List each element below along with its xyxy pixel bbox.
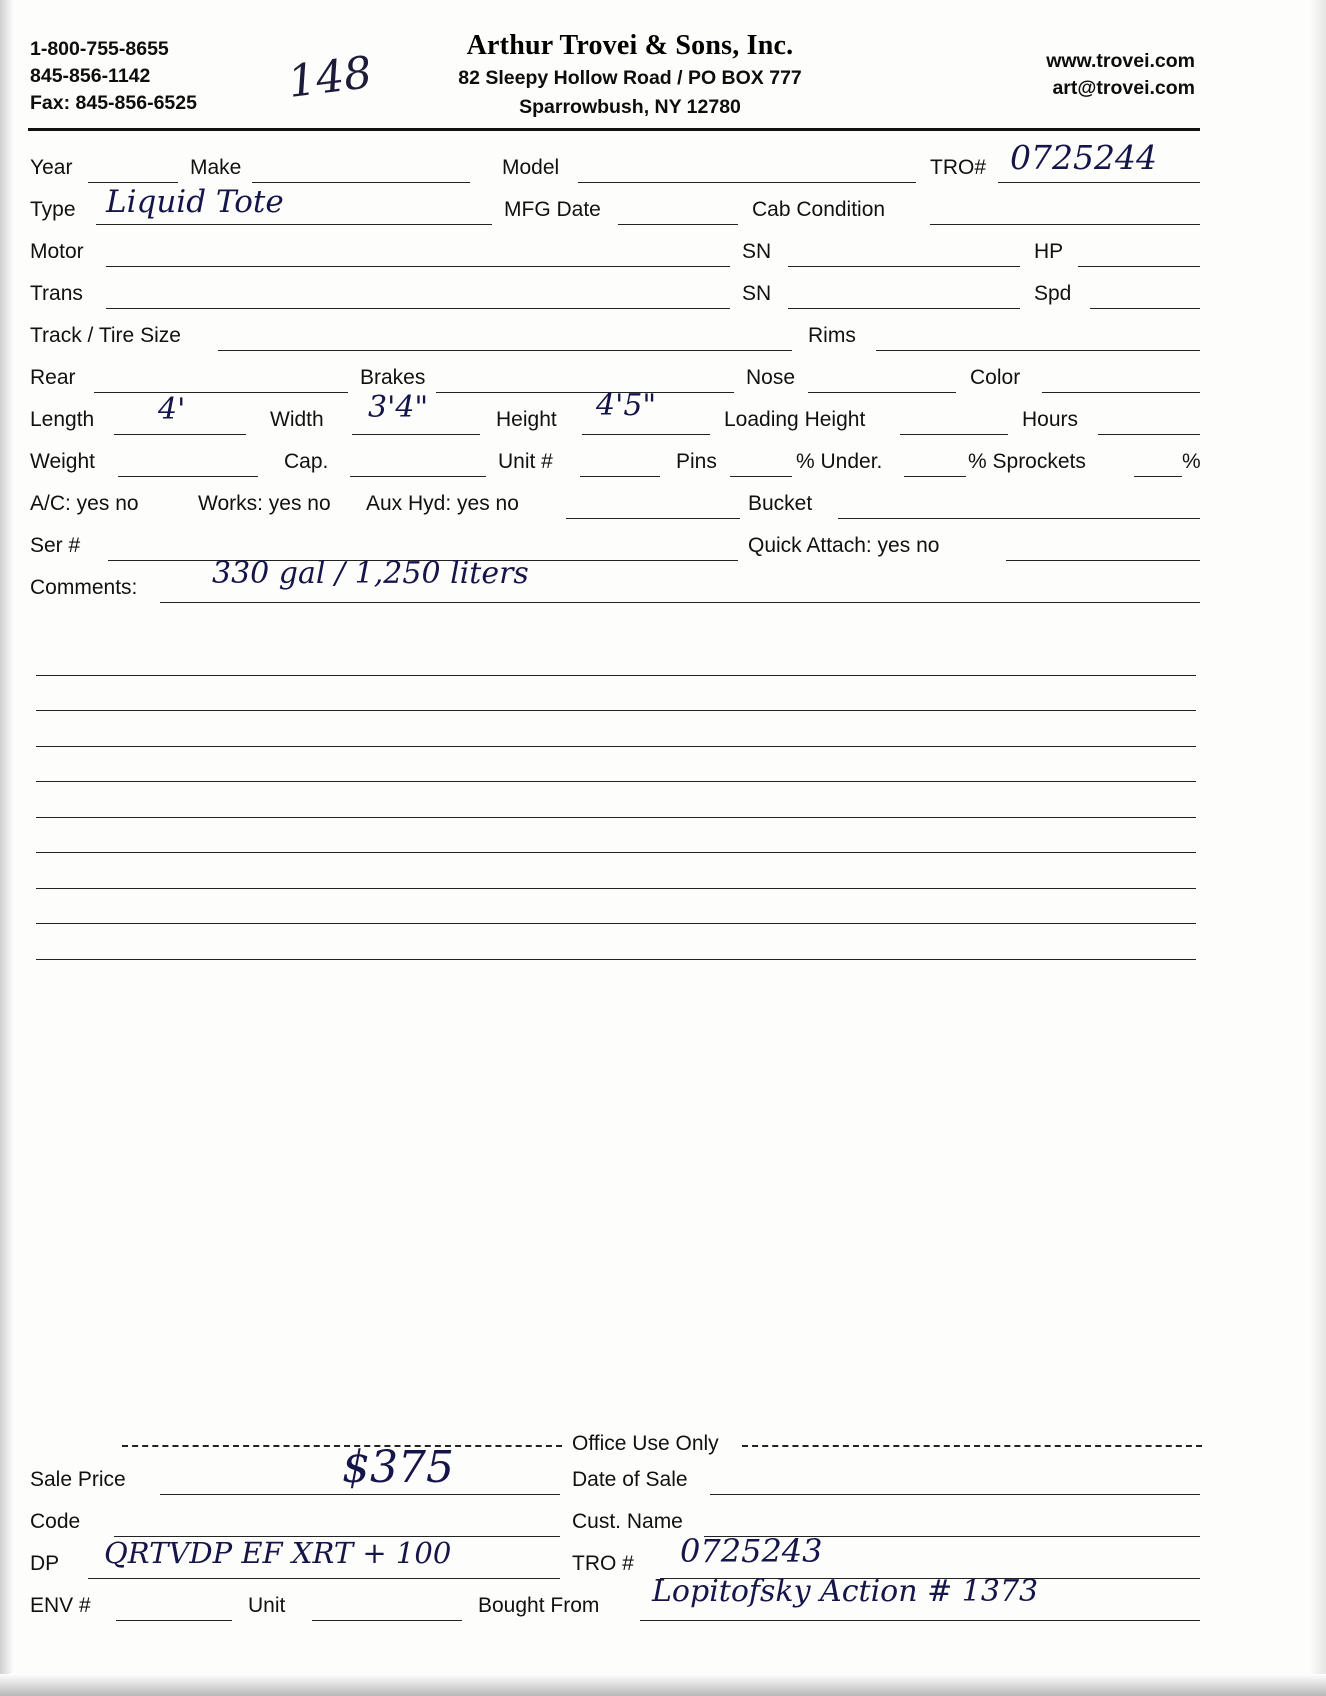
field-make[interactable]: [252, 181, 470, 183]
comment-line[interactable]: [36, 924, 1196, 960]
label-length: Length: [30, 408, 95, 431]
field-under[interactable]: [904, 475, 966, 477]
form-row-motor: [30, 234, 1202, 276]
label-loading-height: Loading Height: [724, 408, 866, 431]
label-ser-number: Ser #: [30, 534, 81, 557]
field-motor[interactable]: [106, 265, 730, 267]
label-color: Color: [970, 366, 1021, 389]
form-row-dimensions: [30, 388, 1202, 444]
field-nose[interactable]: [808, 391, 956, 393]
email-address: art@trovei.com: [1052, 77, 1195, 99]
label-cab-condition: Cab Condition: [752, 198, 886, 221]
field-mfg-date[interactable]: [618, 223, 738, 225]
label-office-tro-number: TRO #: [572, 1552, 634, 1575]
office-row-env: [30, 1574, 1202, 1630]
form-row-serial: [30, 528, 1202, 570]
label-env-number: ENV #: [30, 1594, 91, 1617]
website-url: www.trovei.com: [1046, 50, 1195, 72]
value-sale-price: $375: [342, 1442, 454, 1493]
value-length: 4': [158, 392, 186, 427]
label-sale-price: Sale Price: [30, 1468, 126, 1491]
label-cust-name: Cust. Name: [572, 1510, 683, 1533]
label-sprockets-percent: % Sprockets: [968, 450, 1086, 473]
label-motor: Motor: [30, 240, 84, 263]
field-bought-from[interactable]: [640, 1619, 1200, 1621]
value-bought-from: Lopitofsky Action # 1373: [652, 1574, 1039, 1609]
label-model: Model: [502, 156, 560, 179]
field-dp[interactable]: [88, 1577, 560, 1579]
comment-line[interactable]: [36, 711, 1196, 747]
field-unit[interactable]: [312, 1619, 462, 1621]
field-tro-number[interactable]: [998, 181, 1200, 183]
label-hp: HP: [1034, 240, 1064, 263]
company-name: Arthur Trovei & Sons, Inc.: [466, 30, 794, 61]
label-mfg-date: MFG Date: [504, 198, 601, 221]
field-loading-height[interactable]: [900, 433, 1008, 435]
label-trans: Trans: [30, 282, 83, 305]
label-cap: Cap.: [284, 450, 329, 473]
form-row-type: [30, 184, 1202, 234]
label-tro-number: TRO#: [930, 156, 987, 179]
office-use-section: [30, 1432, 1202, 1630]
handwritten-page-number: 148: [285, 47, 375, 108]
field-bucket[interactable]: [838, 517, 1200, 519]
form-row-weight: [30, 444, 1202, 486]
office-use-header: [30, 1432, 1202, 1462]
label-rims: Rims: [808, 324, 856, 347]
value-type: Liquid Tote: [106, 184, 284, 220]
field-track-tire-size[interactable]: [218, 349, 792, 351]
comment-line[interactable]: [36, 640, 1196, 676]
label-make: Make: [190, 156, 242, 179]
field-trans-sn[interactable]: [788, 307, 1020, 309]
comment-line[interactable]: [36, 747, 1196, 783]
field-sale-price[interactable]: [160, 1493, 560, 1495]
label-aux-hyd-yes-no[interactable]: Aux Hyd: yes no: [366, 492, 519, 515]
field-length[interactable]: [114, 433, 246, 435]
form-row-track-tire: [30, 318, 1202, 360]
label-unit: Unit: [248, 1594, 286, 1617]
label-rear: Rear: [30, 366, 76, 389]
fax-number: Fax: 845-856-6525: [30, 92, 197, 114]
field-env-number[interactable]: [116, 1619, 232, 1621]
field-type[interactable]: [96, 223, 492, 225]
field-height[interactable]: [582, 433, 710, 435]
comment-line[interactable]: [36, 889, 1196, 925]
field-rear[interactable]: [94, 391, 348, 393]
label-ac-yes-no[interactable]: A/C: yes no: [30, 492, 139, 515]
field-hp[interactable]: [1078, 265, 1200, 267]
label-comments: Comments:: [30, 576, 138, 599]
field-weight[interactable]: [118, 475, 258, 477]
comment-line[interactable]: [36, 782, 1196, 818]
label-width: Width: [270, 408, 324, 431]
value-dp: QRTVDP EF XRT + 100: [104, 1536, 452, 1570]
form-row-options: [30, 486, 1202, 528]
value-width: 3'4": [368, 390, 429, 425]
field-comments[interactable]: [160, 601, 1200, 603]
company-address-line2: Sparrowbush, NY 12780: [519, 96, 741, 118]
label-weight: Weight: [30, 450, 95, 473]
field-rims[interactable]: [876, 349, 1200, 351]
field-cap[interactable]: [350, 475, 486, 477]
company-block: [350, 30, 910, 120]
value-tro-number: 0725244: [1010, 138, 1157, 177]
label-trans-sn: SN: [742, 282, 772, 305]
field-unit-number[interactable]: [580, 475, 660, 477]
field-trans[interactable]: [106, 307, 730, 309]
field-cab-condition[interactable]: [930, 223, 1200, 225]
label-motor-sn: SN: [742, 240, 772, 263]
label-percent-sign: %: [1182, 450, 1201, 473]
label-bought-from: Bought From: [478, 1594, 600, 1617]
comment-line[interactable]: [36, 818, 1196, 854]
comment-line[interactable]: [36, 853, 1196, 889]
label-height: Height: [496, 408, 557, 431]
label-dp: DP: [30, 1552, 60, 1575]
label-bucket: Bucket: [748, 492, 813, 515]
comment-line[interactable]: [36, 676, 1196, 712]
header-divider: [28, 128, 1200, 131]
vehicle-intake-form: [30, 138, 1202, 612]
comment-ruled-lines: [36, 640, 1196, 960]
web-contact-block: [1046, 48, 1195, 102]
dash-right: [742, 1445, 1202, 1447]
field-width[interactable]: [352, 433, 480, 435]
contact-block: [30, 36, 197, 117]
field-aux-hyd[interactable]: [566, 517, 740, 519]
label-track-tire-size: Track / Tire Size: [30, 324, 181, 347]
field-quick-attach[interactable]: [1006, 559, 1200, 561]
field-date-of-sale[interactable]: [710, 1493, 1200, 1495]
phone-secondary: 845-856-1142: [30, 65, 151, 87]
label-code: Code: [30, 1510, 81, 1533]
letterhead: [30, 30, 1195, 122]
label-under-percent: % Under.: [796, 450, 883, 473]
field-spd[interactable]: [1090, 307, 1200, 309]
scan-edge-right: [1308, 0, 1326, 1696]
label-year: Year: [30, 156, 73, 179]
label-unit-number: Unit #: [498, 450, 553, 473]
label-date-of-sale: Date of Sale: [572, 1468, 688, 1491]
label-quick-attach[interactable]: Quick Attach: yes no: [748, 534, 940, 557]
label-brakes: Brakes: [360, 366, 426, 389]
label-type: Type: [30, 198, 76, 221]
form-row-trans: [30, 276, 1202, 318]
label-hours: Hours: [1022, 408, 1079, 431]
value-height: 4'5": [596, 388, 657, 423]
label-nose: Nose: [746, 366, 796, 389]
phone-primary: 1-800-755-8655: [30, 38, 169, 60]
label-pins: Pins: [676, 450, 717, 473]
scan-edge-bottom: [0, 1674, 1326, 1696]
value-office-tro-number: 0725243: [680, 1532, 823, 1570]
field-model[interactable]: [578, 181, 916, 183]
label-spd: Spd: [1034, 282, 1072, 305]
company-address-line1: 82 Sleepy Hollow Road / PO BOX 777: [458, 67, 802, 89]
field-brakes[interactable]: [436, 391, 734, 393]
office-use-title: Office Use Only: [572, 1432, 719, 1455]
field-pins[interactable]: [730, 475, 792, 477]
form-row-comments: [30, 556, 1202, 612]
value-comments: 330 gal / 1,250 liters: [212, 556, 529, 591]
field-color[interactable]: [1042, 391, 1200, 393]
field-hours[interactable]: [1098, 433, 1200, 435]
field-year[interactable]: [88, 181, 178, 183]
label-works-yes-no[interactable]: Works: yes no: [198, 492, 331, 515]
field-sprockets[interactable]: [1134, 475, 1182, 477]
field-motor-sn[interactable]: [788, 265, 1020, 267]
scan-edge-left: [0, 0, 14, 1696]
